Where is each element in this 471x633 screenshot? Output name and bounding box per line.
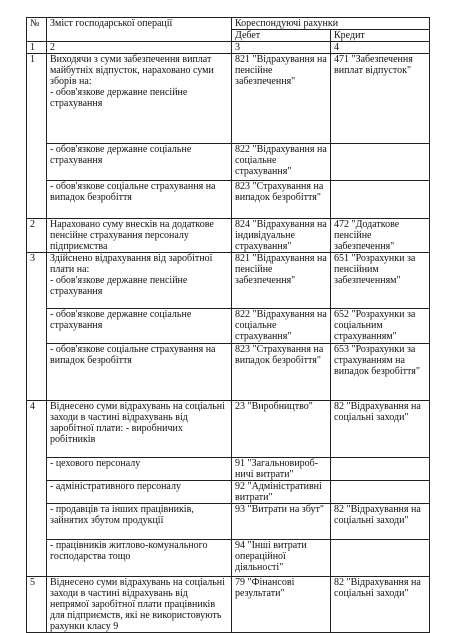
operation-row — [27, 401, 430, 458]
header-row — [27, 18, 430, 30]
operation-description: - працівників житлово-комунального господарства тощо — [47, 540, 232, 577]
debit-account: 91 "Загальновироб-ничі витрати" — [232, 458, 331, 481]
operation-description: - обов'язкове соціальне страхування на випадок безробіття — [47, 181, 232, 219]
operation-description: - адміністративного персоналу — [47, 481, 232, 504]
operation-row — [27, 540, 430, 577]
operation-row — [27, 144, 430, 181]
column-index-4: 4 — [331, 42, 430, 54]
column-index-2: 2 — [47, 42, 232, 54]
operation-row — [27, 181, 430, 219]
operation-row — [27, 577, 430, 633]
debit-account: 94 "Інші витрати операційної діяльності" — [232, 540, 331, 577]
operation-number: 1 — [27, 54, 47, 219]
operation-description: - обов'язкове державне соціальне страхування — [47, 144, 232, 181]
debit-account: 23 "Виробництво" — [232, 401, 331, 458]
operation-row — [27, 344, 430, 401]
operation-description: - продавців та інших працівників, зайнятих збутом продукції — [47, 504, 232, 540]
credit-account — [331, 540, 430, 577]
debit-account: 821 "Відрахування на пенсійне забезпечення" — [232, 54, 331, 144]
credit-account: 82 "Відрахування на соціальні заходи" — [331, 577, 430, 633]
credit-account: 82 "Відрахування на соціальні заходи" — [331, 401, 430, 458]
operation-number: 4 — [27, 401, 47, 577]
operation-row — [27, 253, 430, 309]
operation-description: Віднесено суми відрахувань на соціальні заходи в частині відрахувань від непрямої заробітної плати працівників для підприємств, які не використовують рахунки класу 9 — [47, 577, 232, 633]
operation-row — [27, 504, 430, 540]
operation-number: 3 — [27, 253, 47, 401]
operation-row — [27, 219, 430, 253]
credit-account — [331, 181, 430, 219]
header-debit: Дебет — [232, 30, 331, 42]
operation-description: Виходячи з суми забезпечення виплат майбутніх відпусток, нараховано суми зборів на: - обов'язкове державне пенсійне страхування — [47, 54, 232, 144]
operation-number: 5 — [27, 577, 47, 633]
credit-account: 652 "Розрахунки за соціальним страхуванням" — [331, 309, 430, 344]
debit-account: 824 "Відрахування на індивідуальне страхування" — [232, 219, 331, 253]
header-credit: Кредит — [331, 30, 430, 42]
operation-description: - обов'язкове соціальне страхування на випадок безробіття — [47, 344, 232, 401]
header-accounts: Кореспондуючі рахунки — [232, 18, 430, 30]
operation-description: - обов'язкове державне соціальне страхування — [47, 309, 232, 344]
column-index-row — [27, 42, 430, 54]
credit-account: 651 "Розрахунки за пенсійним забезпеченням" — [331, 253, 430, 309]
credit-account — [331, 144, 430, 181]
debit-account: 823 "Страхування на випадок безробіття" — [232, 181, 331, 219]
operation-row — [27, 54, 430, 144]
operation-description: Здійснено відрахування від заробітної плати на: - обов'язкове державне пенсійне страхування — [47, 253, 232, 309]
operation-number: 2 — [27, 219, 47, 253]
debit-account: 822 "Відрахування на соціальне страхування" — [232, 309, 331, 344]
credit-account — [331, 481, 430, 504]
debit-account: 823 "Страхування на випадок безробіття" — [232, 344, 331, 401]
header-content: Зміст господарської операції — [47, 18, 232, 42]
accounting-entries-table — [26, 17, 430, 633]
operation-description: Віднесено суми відрахувань на соціальні заходи в частині відрахувань від заробітної плати: - виробничих робітників — [47, 401, 232, 458]
header-num: № — [27, 18, 47, 42]
column-index-1: 1 — [27, 42, 47, 54]
credit-account — [331, 458, 430, 481]
credit-account: 471 "Забезпечення виплат відпусток" — [331, 54, 430, 144]
operation-description: Нараховано суму внесків на додаткове пенсійне страхування персоналу підприємства — [47, 219, 232, 253]
debit-account: 93 "Витрати на збут" — [232, 504, 331, 540]
operation-row — [27, 458, 430, 481]
document-page — [26, 17, 430, 633]
debit-account: 79 "Фінансові результати" — [232, 577, 331, 633]
operation-row — [27, 481, 430, 504]
operation-description: - цехового персоналу — [47, 458, 232, 481]
operation-row — [27, 309, 430, 344]
column-index-3: 3 — [232, 42, 331, 54]
credit-account: 82 "Відрахування на соціальні заходи" — [331, 504, 430, 540]
credit-account: 472 "Додаткове пенсійне забезпечення" — [331, 219, 430, 253]
debit-account: 821 "Відрахування на пенсійне забезпечення" — [232, 253, 331, 309]
debit-account: 822 "Відрахування на соціальне страхування" — [232, 144, 331, 181]
credit-account: 653 "Розрахунки за страхуванням на випадок безробіття" — [331, 344, 430, 401]
debit-account: 92 "Адміністративні витрати" — [232, 481, 331, 504]
